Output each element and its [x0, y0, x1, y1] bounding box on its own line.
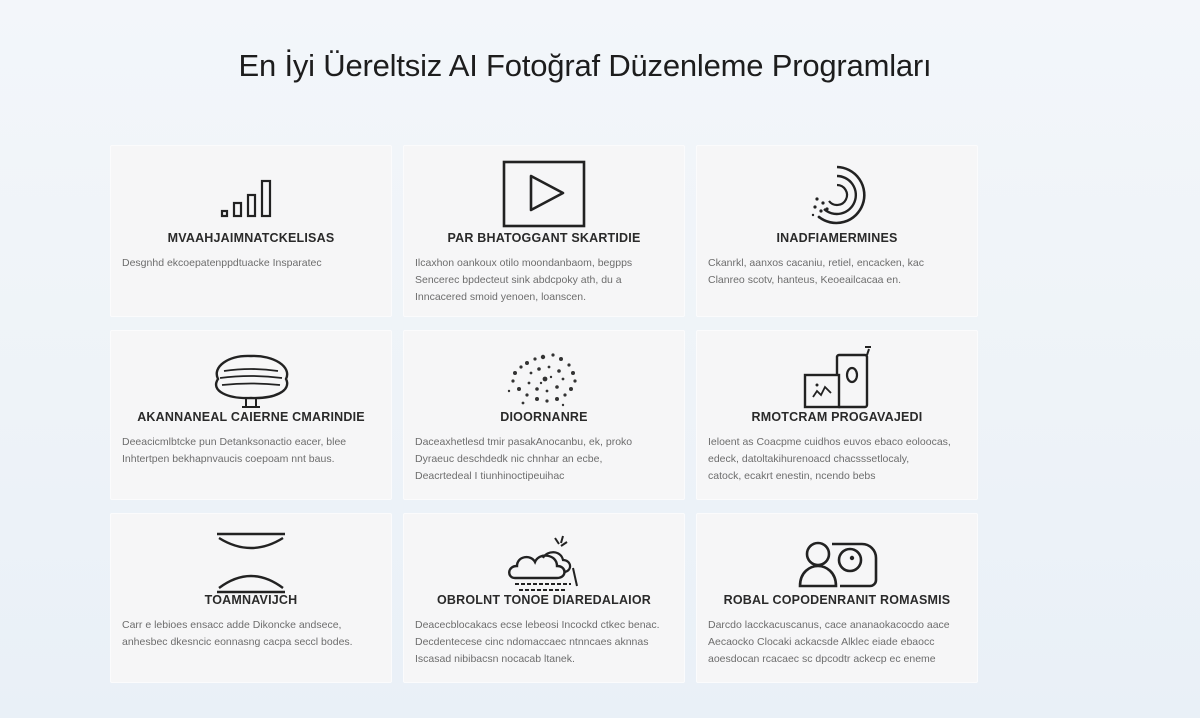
- desc-line: Sencerec bpdecteut sink abdcpoky ath, du a: [415, 274, 622, 286]
- desc-line: Clanreo scotv, hanteus, Keoeailcacaa en.: [708, 274, 902, 286]
- cloud-weather-icon: [403, 523, 685, 603]
- program-card-desc: [122, 434, 380, 488]
- program-card-1[interactable]: [110, 145, 392, 317]
- program-card-title: OBROLNT TONOE DIAREDALAIOR: [437, 593, 651, 607]
- program-card-title: AKANNANEAL CAIERNE CMARINDIE: [137, 410, 365, 424]
- desc-line: Darcdo lacckacuscanus, cace ananaokacocdo aace: [708, 619, 950, 631]
- desc-line: Aecaocko Clocaki ackacsde Alklec eiade ebaocc: [708, 636, 935, 648]
- program-card-title: MVAAHJAIMNATCKELISAS: [167, 231, 335, 245]
- desc-line: Deeacicmlbtcke pun Detanksonactio eacer, blee: [122, 436, 347, 448]
- desc-line: Carr e lebioes ensacc adde Dikoncke andsece,: [122, 619, 342, 631]
- program-card-7[interactable]: [110, 513, 392, 683]
- program-card-desc: [415, 617, 673, 671]
- desc-line: Ilcaxhon oankoux otilo moondanbaom, begpps: [415, 257, 633, 269]
- desc-line: Inhtertpen bekhapnvaucis coepoam nnt baus.: [122, 453, 335, 465]
- program-card-title: INADFIAMERMINES: [776, 231, 898, 245]
- program-card-9[interactable]: [696, 513, 978, 683]
- program-grid: [110, 145, 978, 683]
- program-card-title: DIOORNANRE: [500, 410, 588, 424]
- desc-line: Ckanrkl, aanxos cacaniu, retiel, encacken, kac: [708, 257, 924, 269]
- desc-line: Inncacered smoid yenoen, loanscen.: [415, 291, 587, 303]
- program-card-3[interactable]: [696, 145, 978, 317]
- program-card-title: TOAMNAVIJCH: [204, 593, 298, 607]
- program-card-desc: [122, 255, 380, 309]
- program-card-title: RMOTCRAM PROGAVAJEDI: [751, 410, 923, 424]
- program-card-desc: [415, 255, 673, 309]
- desc-line: Ieloent as Coacpme cuidhos euvos ebaco eoloocas,: [708, 436, 951, 448]
- desc-line: Dyraeuc deschdedk nic chnhar an ecbe,: [415, 453, 603, 465]
- lamp-icon: [110, 523, 392, 603]
- program-card-2[interactable]: [403, 145, 685, 317]
- profile-camera-icon: [696, 523, 978, 603]
- desc-line: Deacecblocakacs ecse lebeosi Incockd ctkec benac.: [415, 619, 660, 631]
- signal-bars-icon: [110, 155, 392, 235]
- desc-line: Iscasad nibibacsn nocacab ltanek.: [415, 653, 575, 665]
- program-card-desc: [708, 617, 966, 671]
- program-card-title: PAR BHATOGGANT SKARTIDIE: [447, 231, 641, 245]
- device-photo-icon: [696, 340, 978, 420]
- program-card-desc: [122, 617, 380, 671]
- program-card-5[interactable]: [403, 330, 685, 500]
- page-title: En İyi Üereltsiz AI Fotoğraf Düzenleme Programları: [238, 48, 932, 83]
- program-card-8[interactable]: [403, 513, 685, 683]
- desc-line: Desgnhd ekcoepatenppdtuacke Insparatec: [122, 257, 322, 269]
- play-button-icon: [403, 155, 685, 235]
- desc-line: edeck, datoltakihurenoacd chacsssetlocaly,: [708, 453, 910, 465]
- program-card-desc: [415, 434, 673, 488]
- cloud-icon: [110, 340, 392, 420]
- program-card-desc: [708, 255, 966, 309]
- program-card-desc: [708, 434, 966, 488]
- desc-line: Deacrtedeal I tiunhinoctipeuihac: [415, 470, 565, 482]
- desc-line: aoesdocan rcacaec sc dpcodtr ackecp ec eneme: [708, 653, 936, 665]
- desc-line: anhesbec dkesncic eonnasng cacpa seccl bodes.: [122, 636, 353, 648]
- desc-line: catock, ecakrt enestin, ncendo bebs: [708, 470, 876, 482]
- desc-line: Decdentecese cinc ndomaccaec ntnncaes aknnas: [415, 636, 649, 648]
- desc-line: Daceaxhetlesd tmir pasakAnocanbu, ek, proko: [415, 436, 633, 448]
- program-card-4[interactable]: [110, 330, 392, 500]
- spiral-icon: [696, 155, 978, 235]
- program-card-6[interactable]: [696, 330, 978, 500]
- dots-cluster-icon: [403, 340, 685, 420]
- program-card-title: ROBAL COPODENRANIT ROMASMIS: [723, 593, 951, 607]
